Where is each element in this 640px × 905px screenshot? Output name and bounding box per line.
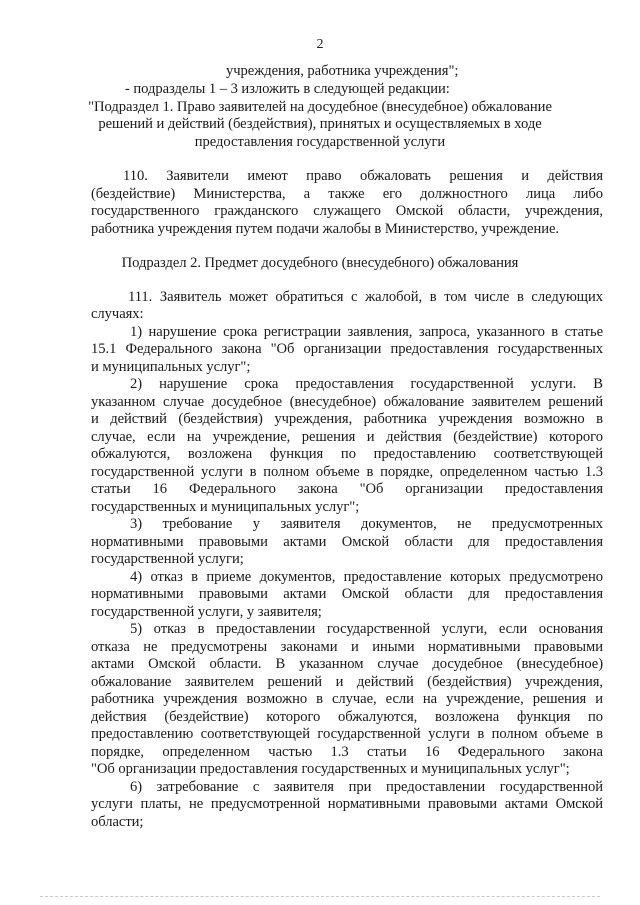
paragraph-line: случаях:: [91, 306, 144, 322]
paragraph-line: нормативными правовыми актами Омской области для предоставления: [91, 534, 603, 550]
paragraph-line: и действий (бездействия) учреждения, работника учреждения возможно в: [91, 411, 603, 427]
paragraph-line: работника учреждения возможно в случае, если на учреждение, решения и: [91, 691, 603, 707]
paragraph-line: государственной услуги;: [91, 551, 244, 567]
paragraph-line: "Об организации предоставления государственных и муниципальных услуг";: [91, 761, 570, 777]
paragraph-line: 6) затребование с заявителя при предоставлении государственной: [130, 779, 603, 795]
paragraph-line: указанном случае досудебное (внесудебное) обжалование заявителем решений: [91, 394, 603, 410]
paragraph-line: статьи 16 Федерального закона "Об организации предоставления: [91, 481, 603, 497]
paragraph-line: 15.1 Федерального закона "Об организации предоставления государственных: [91, 341, 603, 357]
text-line: - подразделы 1 – 3 изложить в следующей редакции:: [125, 81, 450, 97]
paragraph-line: действия (бездействие) которого обжалуются, возложена функция по: [91, 709, 603, 725]
paragraph-line: обжалуются, возложена функция по предоставлению соответствующей: [91, 446, 603, 462]
subsection-heading: "Подраздел 1. Право заявителей на досудебное (внесудебное) обжалование: [88, 99, 552, 115]
paragraph-line: 4) отказ в приеме документов, предоставление которых предусмотрено: [130, 569, 603, 585]
subsection-heading: решений и действий (бездействия), принятых и осуществляемых в ходе: [98, 116, 542, 132]
paragraph-line: государственной услуги, у заявителя;: [91, 604, 322, 620]
paragraph-line: области;: [91, 814, 144, 830]
paragraph-line: и муниципальных услуг";: [91, 359, 251, 375]
paragraph-line: 2) нарушение срока предоставления государственной услуги. В: [130, 376, 603, 392]
subsection-heading: Подраздел 2. Предмет досудебного (внесудебного) обжалования: [121, 255, 519, 271]
paragraph-line: работника учреждения путем подачи жалобы в Министерство, учреждение.: [91, 221, 560, 237]
paragraph-line: случае, если на учреждение, решения и действия (бездействие) которого: [91, 429, 603, 445]
paragraph-line: услуги платы, не предусмотренной нормативными правовыми актами Омской: [91, 796, 603, 812]
text-line: учреждения, работника учреждения";: [226, 63, 459, 79]
paragraph-line: порядке, определенном частью 1.3 статьи 16 Федерального закона: [91, 744, 603, 760]
paragraph-line: государственных и муниципальных услуг";: [91, 499, 360, 515]
paragraph-line: 1) нарушение срока регистрации заявления, запроса, указанного в статье: [130, 324, 603, 340]
paragraph-line: обжалование заявителем решений и действий (бездействия) учреждения,: [91, 674, 603, 690]
paragraph-line: предоставлению соответствующей государственной услуги в полном объеме в: [91, 726, 603, 742]
paragraph-line: 111. Заявитель может обратиться с жалобой, в том числе в следующих: [128, 289, 603, 305]
paragraph-line: отказа не предусмотрены законами и иными нормативными правовыми: [91, 639, 603, 655]
paragraph-line: 110. Заявители имеют право обжаловать решения и действия: [123, 168, 603, 184]
paragraph-line: государственного гражданского служащего Омской области, учреждения,: [91, 203, 603, 219]
paragraph-line: 5) отказ в предоставлении государственной услуги, если основания: [130, 621, 603, 637]
scan-edge-line: [40, 896, 600, 897]
paragraph-line: нормативными правовыми актами Омской области для предоставления: [91, 586, 603, 602]
paragraph-line: государственной услуги в полном объеме в порядке, определенном частью 1.3: [91, 464, 603, 480]
paragraph-line: 3) требование у заявителя документов, не предусмотренных: [130, 516, 603, 532]
page-number: 2: [316, 37, 324, 52]
paragraph-line: актами Омской области. В указанном случае досудебное (внесудебное): [91, 656, 603, 672]
paragraph-line: (бездействие) Министерства, а также его должностного лица либо: [91, 186, 603, 202]
subsection-heading: предоставления государственной услуги: [194, 134, 446, 150]
